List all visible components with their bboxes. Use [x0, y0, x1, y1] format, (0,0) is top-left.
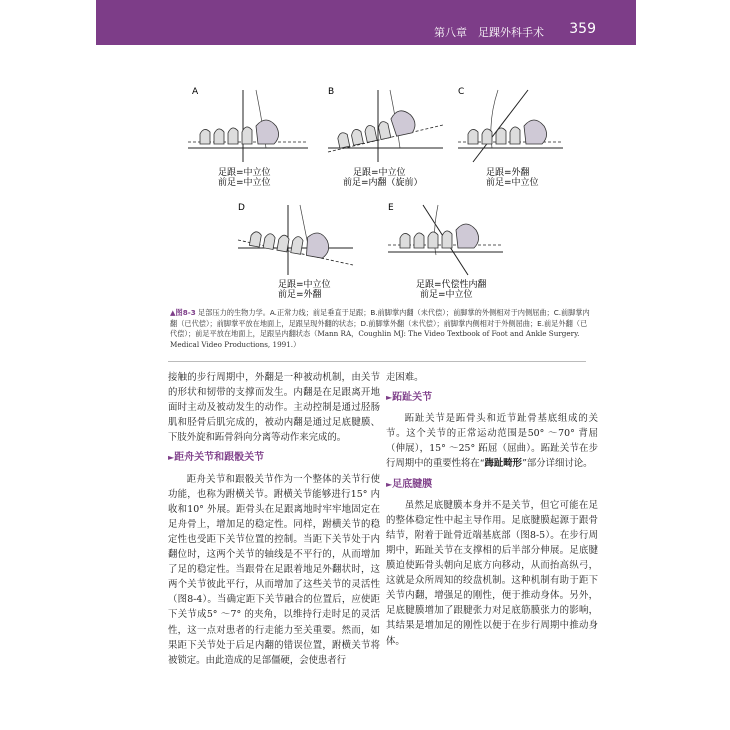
figure-caption-end: ）: [293, 339, 301, 349]
figure-caption: [170, 308, 590, 350]
panel-c-letter: C: [458, 87, 465, 97]
figure-caption-label: ▲图8-3: [170, 308, 196, 317]
panel-c-caption-forefoot: 前足=中立位: [486, 178, 539, 188]
triangle-bullet-icon: ►: [168, 453, 175, 463]
paragraph-transverse-tarsal: 距舟关节和跟骰关节作为一个整体的关节行使功能，也称为跗横关节。跗横关节能够进行15° 内收和10° 外展。距骨头在足跟离地时牢牢地固定在足舟骨上，增加足的稳定性。同样，跗横关节的稳定性也受距下关节位置的控制。当距下关节处于内翻位时，这两个关节的轴线是不平行的，从而增加了足的稳定性。当跟骨在足跟着地足外翻状时，这两个关节彼此平行，从而增加了这些关节的灵活性（图8-4）。当确定距下关节融合的位置后，应使距下关节成5° ～7° 的夹角，以维持行走时足的灵活性，这一点对患者的行走能力至关重要。然而，如果距下关节处于后足内翻的错误位置，跗横关节将被锁定。由此造成的足部僵硬，会使患者行: [168, 473, 380, 666]
paragraph-varus-valgus: 接触的步行周期中，外翻是一种被动机制，由关节的形状和韧带的支撑而发生。内翻是在足跟离开地面时主动及被动发生的动作。主动控制是通过胫肠肌和胫骨后肌完成的，被动内翻是通过足底腱膜、下肢外旋和跖骨斜向分离等动作来完成的。: [168, 372, 380, 444]
section-heading-mtp: ►跖趾关节: [386, 392, 433, 404]
panel-a-caption-forefoot: 前足=中立位: [218, 178, 271, 188]
page-number: 359: [569, 21, 596, 37]
panel-b-caption-forefoot: 前足=内翻（旋前）: [343, 178, 423, 188]
caption-divider: [168, 361, 586, 362]
left-column: [168, 370, 380, 668]
chapter-title: 第八章 足踝外科手术: [434, 26, 544, 39]
panel-b-letter: B: [328, 87, 335, 97]
panel-a-letter: A: [192, 87, 199, 97]
panel-b-caption-heel: 足跟=中立位: [353, 168, 406, 178]
panel-a: [188, 87, 308, 188]
panel-b: [328, 87, 443, 188]
paragraph-continuation: 走困难。: [386, 372, 424, 383]
paragraph-plantar-fascia: 虽然足底腱膜本身并不是关节，但它可能在足的整体稳定性中起主导作用。足底腱膜起源于跟骨结节，附着于趾骨近端基底部（图8-5）。在步行周期中，跖趾关节在支撑相的后半部分伸展。足底腱膜迫使跖骨头朝向足底方向移动，从而抬高纵弓，这就是众所周知的绞盘机制。这种机制有助于距下关节内翻，增强足的刚性，便于推动身体。另外，足底腱膜增加了跟腱张力对足底筋膜张力的影响，其结果是增加足的刚性以便于在步行周期中推动身体。: [386, 499, 598, 647]
section-heading-plantar-fascia: ►足底腱膜: [386, 478, 433, 490]
panel-d-caption-heel: 足跟=中立位: [278, 280, 331, 290]
section-heading-talonavicular: ►距舟关节和跟骰关节: [168, 452, 265, 464]
panel-e: [388, 203, 503, 300]
panel-d: [238, 203, 353, 300]
panel-c-caption-heel: 足跟=外翻: [486, 168, 530, 178]
panel-d-letter: D: [238, 203, 245, 213]
chapter-header-bar: [96, 0, 636, 45]
figure-caption-text: 足部压力的生物力学。A.正常力线；前足垂直于足跟；B.前脚掌内翻（未代偿）；前脚掌的外侧相对于内侧屈曲；C.前脚掌内翻（已代偿）；前脚掌平放在地面上，足跟呈现外翻的状态；D.前脚掌外翻（未代偿）；前脚掌内侧相对于外侧屈曲；E.前足外翻（已代偿）；前足平放在地面上，足跟呈内翻状态（: [170, 308, 590, 339]
panel-e-letter: E: [388, 203, 394, 213]
right-column: [386, 370, 598, 649]
figure-caption-source: Mann RA，Coughlin MJ: The Video Textbook of Foot and Ankle Surgery. Medical Video Productions, 1991.: [170, 329, 580, 349]
paragraph-mtp-joint: 跖趾关节是跖骨头和近节趾骨基底组成的关节。这个关节的正常运动范围是50° ～70° 背屈（伸展），15° ～25° 跖屈（屈曲）。跖趾关节在步行周期中的重要性将在“踇趾畸形”部分详细讨论。: [386, 413, 598, 470]
panel-e-caption-forefoot: 前足=中立位: [420, 290, 473, 300]
panel-e-caption-heel: 足跟=代偿性内翻: [416, 280, 487, 290]
panel-c: [458, 87, 563, 188]
panel-a-caption-heel: 足跟=中立位: [218, 168, 271, 178]
panel-d-caption-forefoot: 前足=外翻: [278, 290, 322, 300]
triangle-bullet-icon: ►: [386, 393, 393, 403]
triangle-bullet-icon: ►: [386, 479, 393, 489]
figure-8-3-illustration: [168, 70, 568, 310]
